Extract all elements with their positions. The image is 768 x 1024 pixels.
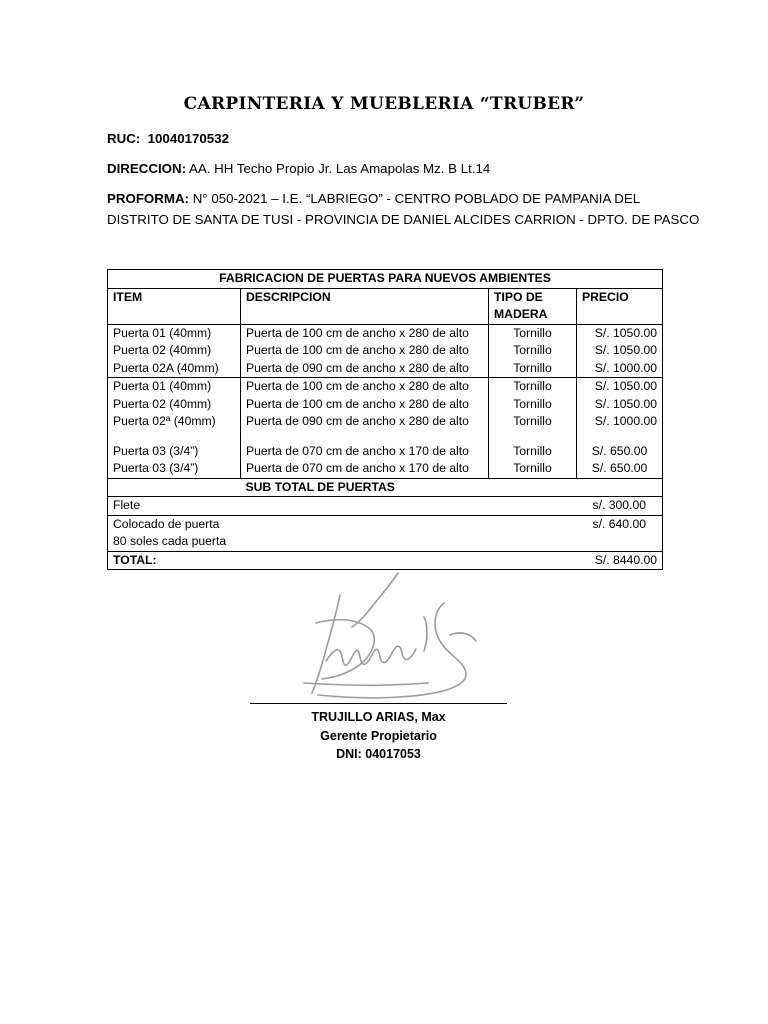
cell-item: Puerta 02 (40mm): [108, 342, 241, 360]
proforma-line-1: [107, 191, 640, 206]
colocado-line-2: 80 soles cada puerta: [113, 534, 227, 548]
cell-item: Puerta 02 (40mm): [108, 396, 241, 414]
table-row: [108, 378, 663, 396]
proforma-label: PROFORMA:: [107, 191, 189, 206]
quote-table: [107, 269, 663, 570]
flete-row: [108, 497, 663, 516]
cell-descripcion: Puerta de 090 cm de ancho x 280 de alto: [241, 413, 489, 431]
cell-precio: S/. 1050.00: [577, 396, 663, 414]
cell-tipo: Tornillo: [489, 342, 577, 360]
ruc-value: 10040170532: [147, 131, 229, 146]
colocado-row: [108, 515, 663, 551]
cell-precio: S/. 1050.00: [577, 324, 663, 342]
cell-item: Puerta 03 (3/4”): [108, 460, 241, 478]
table-row: [108, 324, 663, 342]
col-header-tipo-line1: TIPO DE: [494, 289, 543, 304]
cell-descripcion: Puerta de 070 cm de ancho x 170 de alto: [241, 443, 489, 461]
cell-item: Puerta 01 (40mm): [108, 378, 241, 396]
table-caption: FABRICACION DE PUERTAS PARA NUEVOS AMBIENTES: [108, 270, 663, 289]
cell-precio: S/. 1000.00: [577, 413, 663, 431]
proforma-line-2: [107, 212, 699, 227]
subtotal-label: SUB TOTAL DE PUERTAS: [241, 478, 663, 497]
cell-item: Puerta 01 (40mm): [108, 324, 241, 342]
table-header-row: [108, 288, 663, 324]
table-row: [108, 342, 663, 360]
signer-role: Gerente Propietario: [320, 729, 437, 743]
cell-tipo: Tornillo: [489, 396, 577, 414]
signer-dni: DNI: 04017053: [336, 747, 421, 761]
cell-precio: S/. 650.00: [577, 443, 663, 461]
cell-precio: S/. 1000.00: [577, 360, 663, 378]
colocado-line-1: Colocado de puerta: [113, 516, 220, 531]
cell-tipo: Tornillo: [489, 378, 577, 396]
signature-image: [278, 565, 493, 705]
cell-precio: S/. 1050.00: [577, 342, 663, 360]
direccion-label: DIRECCION:: [107, 161, 187, 176]
cell-descripcion: Puerta de 100 cm de ancho x 280 de alto: [241, 396, 489, 414]
cell-descripcion: Puerta de 070 cm de ancho x 170 de alto: [241, 460, 489, 478]
total-value: S/. 8440.00: [577, 551, 663, 570]
cell-item: Puerta 03 (3/4”): [108, 443, 241, 461]
cell-precio: S/. 1050.00: [577, 378, 663, 396]
cell-item: Puerta 02A (40mm): [108, 360, 241, 378]
signer-name: TRUJILLO ARIAS, Max: [311, 710, 446, 724]
table-row: [108, 460, 663, 478]
col-header-item: ITEM: [108, 288, 241, 324]
proforma-text-2: DISTRITO DE SANTA DE TUSI - PROVINCIA DE DANIEL ALCIDES CARRION - DPTO. DE PASCO: [107, 212, 700, 227]
cell-descripcion: Puerta de 100 cm de ancho x 280 de alto: [241, 378, 489, 396]
total-label: TOTAL:: [108, 551, 577, 570]
cell-descripcion: Puerta de 100 cm de ancho x 280 de alto: [241, 324, 489, 342]
cell-tipo: Tornillo: [489, 460, 577, 478]
table-row: [108, 360, 663, 378]
flete-label: Flete: [108, 497, 577, 516]
col-header-precio: PRECIO: [577, 288, 663, 324]
direccion-line: [107, 161, 490, 176]
col-header-tipo: [489, 288, 577, 324]
subtotal-row: [108, 478, 663, 497]
signature-line: [250, 703, 507, 704]
cell-tipo: Tornillo: [489, 413, 577, 431]
ruc-label: RUC:: [107, 131, 141, 146]
col-header-descripcion: DESCRIPCION: [241, 288, 489, 324]
colocado-value: s/. 640.00: [577, 515, 663, 551]
table-row: [108, 413, 663, 431]
table-row: [108, 443, 663, 461]
document-title: CARPINTERIA Y MUEBLERIA “TRUBER”: [183, 94, 585, 114]
cell-item: Puerta 02ª (40mm): [108, 413, 241, 431]
proforma-text-1: N° 050-2021 – I.E. “LABRIEGO” - CENTRO POBLADO DE PAMPANIA DEL: [192, 191, 641, 206]
cell-tipo: Tornillo: [489, 443, 577, 461]
table-row: [108, 396, 663, 414]
ruc-line: [107, 131, 229, 146]
flete-value: s/. 300.00: [577, 497, 663, 516]
colocado-label: [108, 515, 577, 551]
cell-tipo: Tornillo: [489, 360, 577, 378]
cell-descripcion: Puerta de 100 cm de ancho x 280 de alto: [241, 342, 489, 360]
cell-precio: S/. 650.00: [577, 460, 663, 478]
cell-descripcion: Puerta de 090 cm de ancho x 280 de alto: [241, 360, 489, 378]
cell-tipo: Tornillo: [489, 324, 577, 342]
table-gap-row: [108, 431, 663, 443]
table-caption-row: [108, 270, 663, 289]
col-header-tipo-line2: MADERA: [494, 307, 548, 321]
direccion-value: AA. HH Techo Propio Jr. Las Amapolas Mz. B Lt.14: [189, 161, 491, 176]
